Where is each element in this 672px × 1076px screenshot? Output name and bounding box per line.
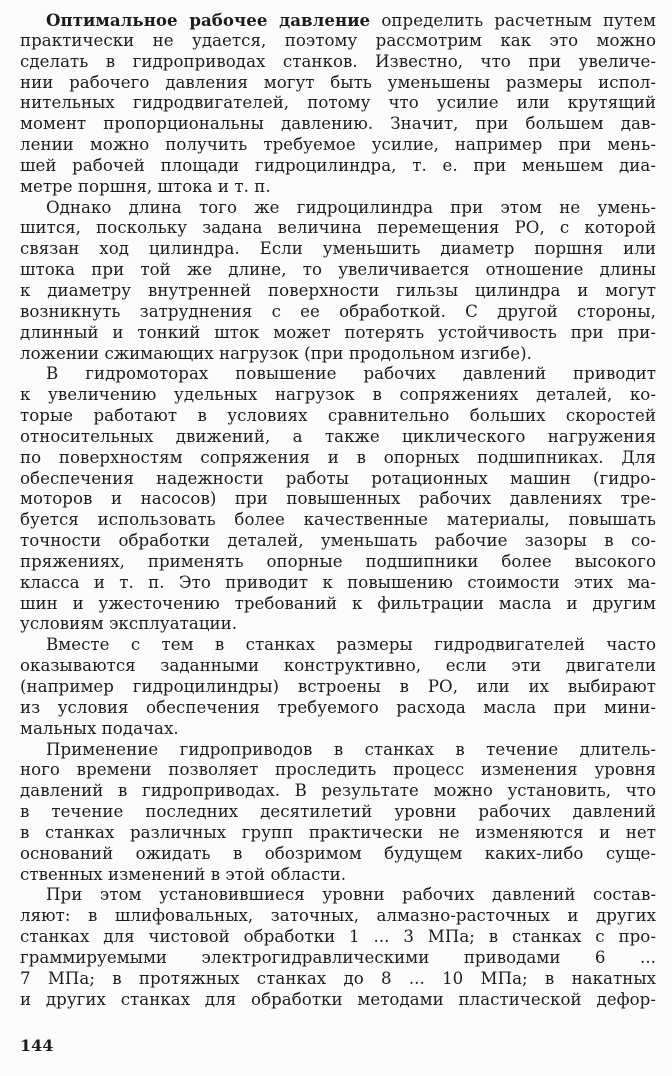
line-text: При этом установившиеся уровни рабочих давлений состав- (46, 885, 656, 905)
line-text: (например гидроцилиндры) встроены в РО, или их выбирают (20, 677, 656, 696)
text-line (20, 552, 656, 573)
text-line (20, 218, 656, 239)
text-line (20, 323, 656, 344)
bold-term: Оптимальное рабочее давление (46, 10, 371, 30)
line-text: Однако длина того же гидроцилиндра при этом не умень- (46, 197, 656, 217)
line-text: ляют: в шлифовальных, заточных, алмазно-расточных и других (20, 906, 656, 926)
line-text: лении можно получить требуемое усилие, например при мень- (20, 135, 656, 155)
line-text: условиям эксплуатации. (20, 614, 238, 634)
text-line (20, 719, 656, 740)
text-line (20, 156, 656, 177)
page-number: 144 (20, 1036, 54, 1055)
text-line (20, 427, 656, 448)
text-line (20, 364, 656, 385)
text-line (20, 614, 656, 635)
text-line (20, 844, 656, 865)
line-text: из условия обеспечения требуемого расхода масла при мини- (20, 697, 656, 717)
text-line (20, 698, 656, 719)
line-text: момент пропорциональны давлению. Значит, при большем дав- (20, 114, 656, 134)
line-text: шин и ужесточению требований к фильтрации масла и другим (20, 593, 656, 613)
text-line (20, 781, 656, 802)
text-line (20, 865, 656, 886)
line-text: моторов и насосов) при повышенных рабочих давлениях тре- (20, 489, 656, 509)
line-text: сделать в гидроприводах станков. Известно, что при увеличе- (20, 51, 656, 71)
line-text: мальных подачах. (20, 718, 179, 738)
text-line (20, 93, 656, 114)
text-line (20, 927, 656, 948)
text-line (20, 489, 656, 510)
text-line (20, 302, 656, 323)
text-line (20, 344, 656, 365)
text-line (20, 510, 656, 531)
text-line (20, 469, 656, 490)
text-line (20, 573, 656, 594)
line-text: давлений в гидроприводах. В результате можно установить, что (20, 781, 656, 801)
line-text: оснований ожидать в обозримом будущем каких-либо суще- (20, 843, 656, 863)
text-line (20, 135, 656, 156)
line-text: точности обработки деталей, уменьшать рабочие зазоры в со- (20, 531, 656, 551)
line-text: по поверхностям сопряжения и в опорных подшипниках. Для (20, 447, 656, 467)
line-text: буется использовать более качественные материалы, повышать (20, 510, 656, 530)
text-line (20, 177, 656, 198)
text-line (20, 823, 656, 844)
text-line (20, 406, 656, 427)
line-text: и других станках для обработки методами пластической дефор- (20, 989, 656, 1009)
line-text: возникнуть затруднения с ее обработкой. С другой стороны, (20, 301, 656, 321)
line-text: в станках различных групп практически не изменяются и нет (20, 822, 656, 842)
line-text: шей рабочей площади гидроцилиндра, т. е. при меньшем диа- (20, 155, 656, 175)
line-text: длинный и тонкий шток может потерять устойчивость при при- (20, 322, 656, 342)
line-text: обеспечения надежности работы ротационных машин (гидро- (20, 468, 656, 488)
text-line (20, 677, 656, 698)
line-text: нии рабочего давления могут быть уменьшены размеры испол- (20, 72, 656, 92)
text-line (20, 260, 656, 281)
text-line (20, 740, 656, 761)
line-text: связан ход цилиндра. Если уменьшить диаметр поршня или (20, 239, 656, 259)
line-text: относительных движений, а также циклического нагружения (20, 426, 656, 446)
text-line (20, 990, 656, 1011)
line-text: в течение последних десятилетий уровни рабочих давлений (20, 802, 656, 822)
text-line (20, 281, 656, 302)
line-text: граммируемыми электрогидравлическими приводами 6 ... (20, 947, 656, 967)
text-line (20, 385, 656, 406)
text-line (20, 948, 656, 969)
text-line (20, 73, 656, 94)
text-line (20, 635, 656, 656)
text-line (20, 656, 656, 677)
line-text: метре поршня, штока и т. п. (20, 176, 271, 196)
body-text (20, 10, 656, 1011)
text-line (20, 802, 656, 823)
line-text: оказываются заданными конструктивно, если эти двигатели (20, 656, 656, 676)
text-line (20, 531, 656, 552)
text-line (20, 594, 656, 615)
text-line (20, 114, 656, 135)
line-text: класса и т. п. Это приводит к повышению стоимости этих ма- (20, 572, 656, 592)
line-text: шится, поскольку задана величина перемещения РО, с которой (20, 218, 656, 238)
text-line (20, 969, 656, 990)
line-text: нительных гидродвигателей, потому что усилие или крутящий (20, 93, 656, 113)
line-text: практически не удается, поэтому рассмотрим как это можно (20, 30, 656, 50)
line-text: Вместе с тем в станках размеры гидродвигателей часто (46, 635, 656, 655)
text-line (20, 448, 656, 469)
line-text: к увеличению удельных нагрузок в сопряжениях деталей, ко- (20, 385, 656, 405)
line-text: станках для чистовой обработки 1 ... 3 МПа; в станках с про- (20, 927, 656, 947)
line-text: 7 МПа; в протяжных станках до 8 ... 10 МПа; в накатных (20, 968, 656, 988)
line-text: ного времени позволяет проследить процесс изменения уровня (20, 760, 656, 780)
line-text: к диаметру внутренней поверхности гильзы цилиндра и могут (20, 280, 656, 300)
text-line (20, 906, 656, 927)
line-text: штока при той же длине, то увеличивается отношение длины (20, 260, 656, 280)
text-line (20, 198, 656, 219)
line-text: ственных изменений в этой области. (20, 864, 347, 884)
text-line (20, 239, 656, 260)
line-text: определить расчетным путем (370, 11, 657, 30)
text-line (20, 52, 656, 73)
text-line (20, 31, 656, 52)
text-line (20, 885, 656, 906)
line-text: Применение гидроприводов в станках в течение длитель- (46, 739, 656, 759)
text-line (20, 10, 656, 31)
line-text: пряжениях, применять опорные подшипники более высокого (20, 551, 656, 571)
line-text: ложении сжимающих нагрузок (при продольном изгибе). (20, 343, 532, 363)
line-text: В гидромоторах повышение рабочих давлений приводит (46, 364, 656, 384)
text-line (20, 760, 656, 781)
line-text: торые работают в условиях сравнительно больших скоростей (20, 406, 656, 426)
